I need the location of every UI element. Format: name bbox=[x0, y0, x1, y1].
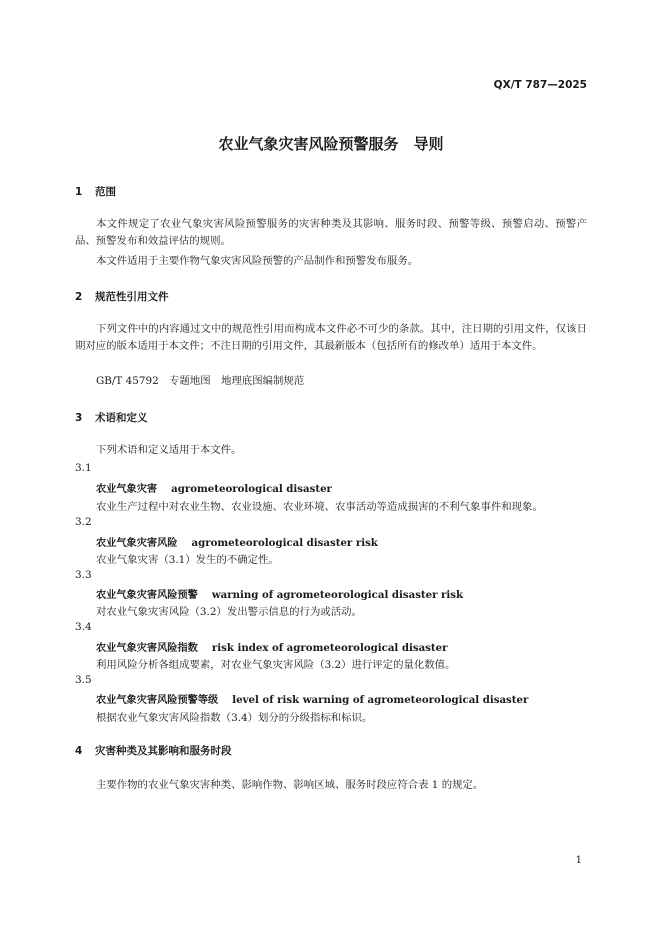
term-en: warning of agrometeorological disaster risk bbox=[211, 589, 464, 601]
paragraph: 主要作物的农业气象灾害种类、影响作物、影响区域、服务时段应符合表 1 的规定。 bbox=[96, 779, 484, 791]
section-number: 1 bbox=[75, 186, 83, 198]
term-definition: 对农业气象灾害风险（3.2）发出警示信息的行为或活动。 bbox=[96, 606, 362, 618]
term-number: 3.3 bbox=[75, 569, 92, 581]
paragraph: 下列术语和定义适用于本文件。 bbox=[96, 444, 242, 456]
section-4-heading bbox=[75, 743, 232, 758]
term-en: agrometeorological disaster risk bbox=[191, 537, 378, 549]
term-definition: 利用风险分析各组成要素，对农业气象灾害风险（3.2）进行评定的量化数值。 bbox=[96, 659, 456, 671]
term-zh: 农业气象灾害风险预警等级 bbox=[96, 695, 219, 706]
term-en: risk index of agrometeorological disaster bbox=[211, 642, 448, 654]
section-1-heading bbox=[75, 184, 116, 199]
term-heading bbox=[96, 480, 332, 495]
paragraph: 本文件规定了农业气象灾害风险预警服务的灾害种类及其影响、服务时段、预警等级、预警启动、预警产品、预警发布和效益评估的规则。 bbox=[75, 218, 587, 247]
term-number: 3.1 bbox=[75, 462, 92, 474]
section-title: 灾害种类及其影响和服务时段 bbox=[95, 745, 232, 757]
paragraph: 本文件适用于主要作物气象灾害风险预警的产品制作和预警发布服务。 bbox=[96, 255, 419, 267]
section-title: 术语和定义 bbox=[95, 412, 148, 424]
section-number: 2 bbox=[75, 291, 83, 303]
term-heading bbox=[96, 639, 447, 654]
section-2-heading bbox=[75, 289, 169, 304]
term-heading bbox=[96, 691, 528, 706]
term-en: level of risk warning of agrometeorological disaster bbox=[232, 694, 529, 706]
term-zh: 农业气象灾害 bbox=[96, 484, 158, 495]
term-en: agrometeorological disaster bbox=[171, 483, 332, 495]
term-zh: 农业气象灾害风险 bbox=[96, 538, 178, 549]
normative-reference: GB/T 45792 专题地图 地理底图编制规范 bbox=[96, 375, 305, 387]
term-zh: 农业气象灾害风险预警 bbox=[96, 590, 198, 601]
paragraph: 下列文件中的内容通过文中的规范性引用而构成本文件必不可少的条款。其中，注日期的引用文件，仅该日期对应的版本适用于本文件；不注日期的引用文件，其最新版本（包括所有的修改单）适用于本文件。 bbox=[75, 323, 587, 352]
term-definition: 农业生产过程中对农业生物、农业设施、农业环境、农事活动等造成损害的不利气象事件和现象。 bbox=[96, 501, 543, 513]
term-heading bbox=[96, 586, 463, 601]
term-number: 3.5 bbox=[75, 674, 92, 686]
page-number: 1 bbox=[575, 855, 582, 866]
standard-number: QX/T 787—2025 bbox=[493, 79, 587, 91]
term-heading bbox=[96, 534, 378, 549]
term-definition: 根据农业气象灾害风险指数（3.4）划分的分级指标和标识。 bbox=[96, 712, 373, 724]
section-number: 3 bbox=[75, 412, 83, 424]
section-number: 4 bbox=[75, 745, 83, 757]
term-number: 3.2 bbox=[75, 516, 92, 528]
term-number: 3.4 bbox=[75, 621, 92, 633]
section-title: 规范性引用文件 bbox=[95, 291, 169, 303]
section-3-heading bbox=[75, 410, 148, 425]
section-title: 范围 bbox=[95, 186, 116, 198]
document-title: 农业气象灾害风险预警服务 导则 bbox=[218, 135, 444, 153]
term-zh: 农业气象灾害风险指数 bbox=[96, 643, 198, 654]
term-definition: 农业气象灾害（3.1）发生的不确定性。 bbox=[96, 554, 279, 566]
